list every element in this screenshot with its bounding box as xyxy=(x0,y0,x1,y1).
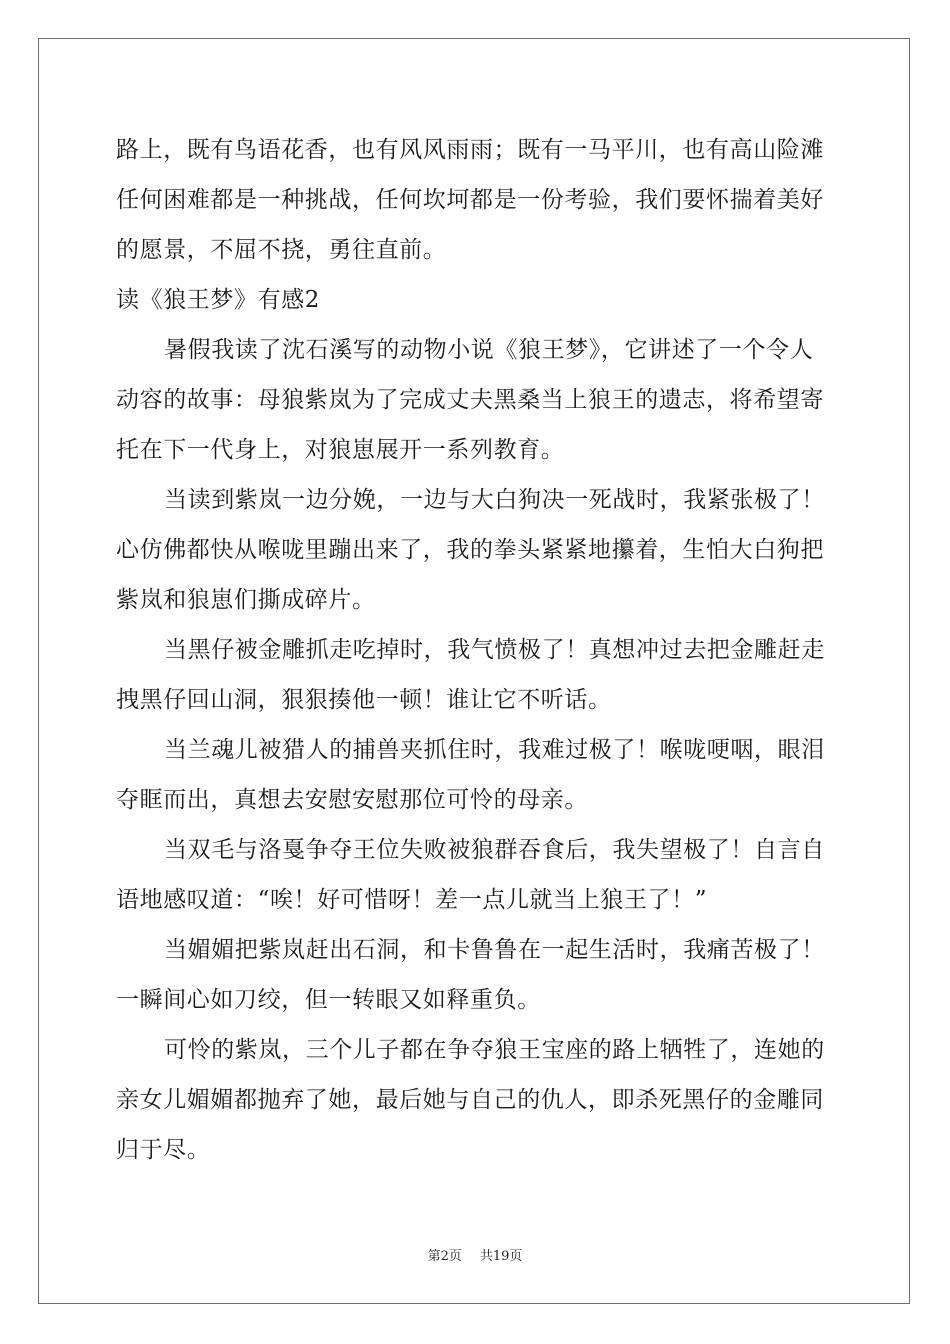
section-heading: 读《狼王梦》有感2 xyxy=(116,287,321,313)
text-line: 一瞬间心如刀绞，但一转眼又如释重负。 xyxy=(116,987,541,1013)
text-line: 语地感叹道：“唉！好可惜呀！差一点儿就当上狼王了！” xyxy=(116,887,708,913)
paragraph-first-line: 暑假我读了沈石溪写的动物小说《狼王梦》，它讲述了一个令人 xyxy=(164,337,814,363)
page-footer xyxy=(0,1245,950,1264)
text-line: 心仿佛都快从喉咙里蹦出来了，我的拳头紧紧地攥着，生怕大白狗把 xyxy=(116,537,824,563)
page-number-total: 共19页 xyxy=(479,1249,523,1264)
page-number-current: 第2页 xyxy=(427,1249,462,1264)
text-line: 任何困难都是一种挑战，任何坎坷都是一份考验，我们要怀揣着美好 xyxy=(116,187,824,213)
paragraph-first-line: 当双毛与洛戛争夺王位失败被狼群吞食后，我失望极了！自言自 xyxy=(164,837,825,863)
paragraph-first-line: 可怜的紫岚，三个儿子都在争夺狼王宝座的路上牺牲了，连她的 xyxy=(164,1037,825,1063)
paragraph-first-line: 当黑仔被金雕抓走吃掉时，我气愤极了！真想冲过去把金雕赶走 xyxy=(164,637,825,663)
text-line: 动容的故事：母狼紫岚为了完成丈夫黑桑当上狼王的遗志，将希望寄 xyxy=(116,387,824,413)
paragraph-first-line: 当读到紫岚一边分娩，一边与大白狗决一死战时，我紧张极了！ xyxy=(164,487,825,513)
paragraph-first-line: 当兰魂儿被猎人的捕兽夹抓住时，我难过极了！喉咙哽咽，眼泪 xyxy=(164,737,825,763)
document-body xyxy=(116,128,832,1178)
text-line: 归于尽。 xyxy=(116,1137,211,1163)
paragraph-first-line: 当媚媚把紫岚赶出石洞，和卡鲁鲁在一起生活时，我痛苦极了！ xyxy=(164,937,825,963)
text-line: 的愿景，不屈不挠，勇往直前。 xyxy=(116,237,447,263)
text-line: 夺眶而出，真想去安慰安慰那位可怜的母亲。 xyxy=(116,787,588,813)
text-line: 紫岚和狼崽们撕成碎片。 xyxy=(116,587,376,613)
text-line: 亲女儿媚媚都抛弃了她，最后她与自己的仇人，即杀死黑仔的金雕同 xyxy=(116,1087,824,1113)
text-line: 托在下一代身上，对狼崽展开一系列教育。 xyxy=(116,437,565,463)
text-line: 拽黑仔回山洞，狠狠揍他一顿！谁让它不听话。 xyxy=(116,687,612,713)
text-line: 路上，既有鸟语花香，也有风风雨雨；既有一马平川，也有高山险滩 xyxy=(116,137,824,163)
